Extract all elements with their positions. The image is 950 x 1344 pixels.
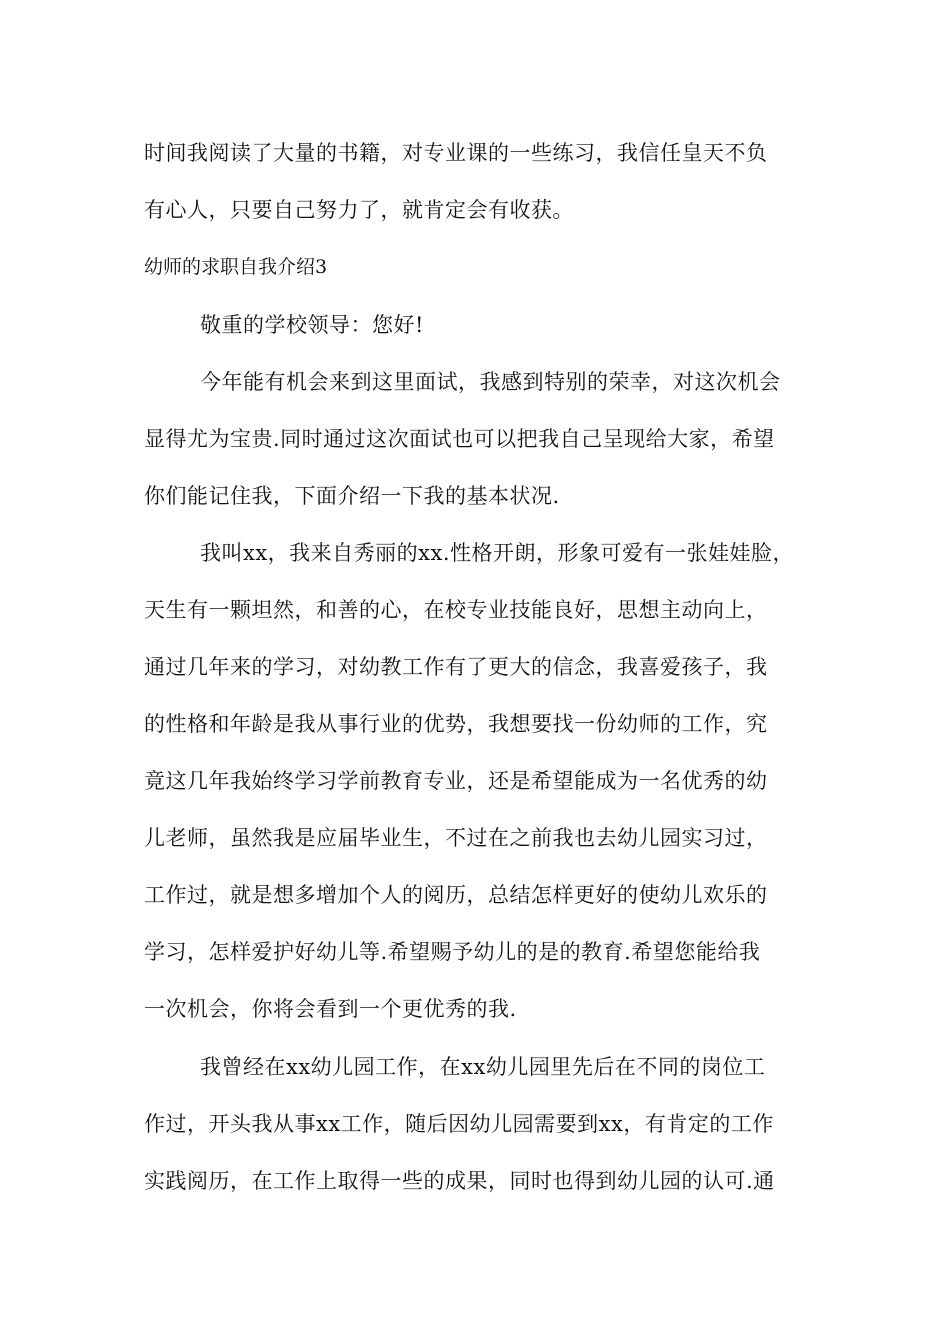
text-line: 儿老师，虽然我是应届毕业生，不过在之前我也去幼儿园实习过， xyxy=(144,826,768,850)
text-line: 时间我阅读了大量的书籍，对专业课的一些练习，我信任皇天不负 xyxy=(144,141,768,165)
section-heading: 幼师的求职自我介绍3 xyxy=(144,256,328,278)
text-line: 今年能有机会来到这里面试，我感到特别的荣幸，对这次机会 xyxy=(200,370,781,394)
text-line: 工作过，就是想多增加个人的阅历，总结怎样更好的使幼儿欢乐的 xyxy=(144,883,768,907)
text-line: 我曾经在xx幼儿园工作，在xx幼儿园里先后在不同的岗位工 xyxy=(200,1055,766,1079)
text-line: 竟这几年我始终学习学前教育专业，还是希望能成为一名优秀的幼 xyxy=(144,769,768,793)
text-line: 学习，怎样爱护好幼儿等.希望赐予幼儿的是的教育.希望您能给我 xyxy=(144,940,761,964)
text-line: 的性格和年龄是我从事行业的优势，我想要找一份幼师的工作，究 xyxy=(144,712,768,736)
text-line: 通过几年来的学习，对幼教工作有了更大的信念，我喜爱孩子，我 xyxy=(144,655,768,679)
text-line: 作过，开头我从事xx工作，随后因幼儿园需要到xx，有肯定的工作 xyxy=(144,1112,774,1136)
text-line: 天生有一颗坦然，和善的心，在校专业技能良好，思想主动向上， xyxy=(144,598,768,622)
text-line: 有心人，只要自己努力了，就肯定会有收获。 xyxy=(144,198,574,222)
text-line: 我叫xx，我来自秀丽的xx.性格开朗，形象可爱有一张娃娃脸， xyxy=(200,541,795,565)
text-line: 你们能记住我，下面介绍一下我的基本状况. xyxy=(144,484,560,508)
salutation: 敬重的学校领导：您好! xyxy=(200,313,424,337)
text-line: 实践阅历，在工作上取得一些的成果，同时也得到幼儿园的认可.通 xyxy=(144,1169,775,1193)
text-line: 一次机会，你将会看到一个更优秀的我. xyxy=(144,997,517,1021)
text-line: 显得尤为宝贵.同时通过这次面试也可以把我自己呈现给大家，希望 xyxy=(144,427,775,451)
